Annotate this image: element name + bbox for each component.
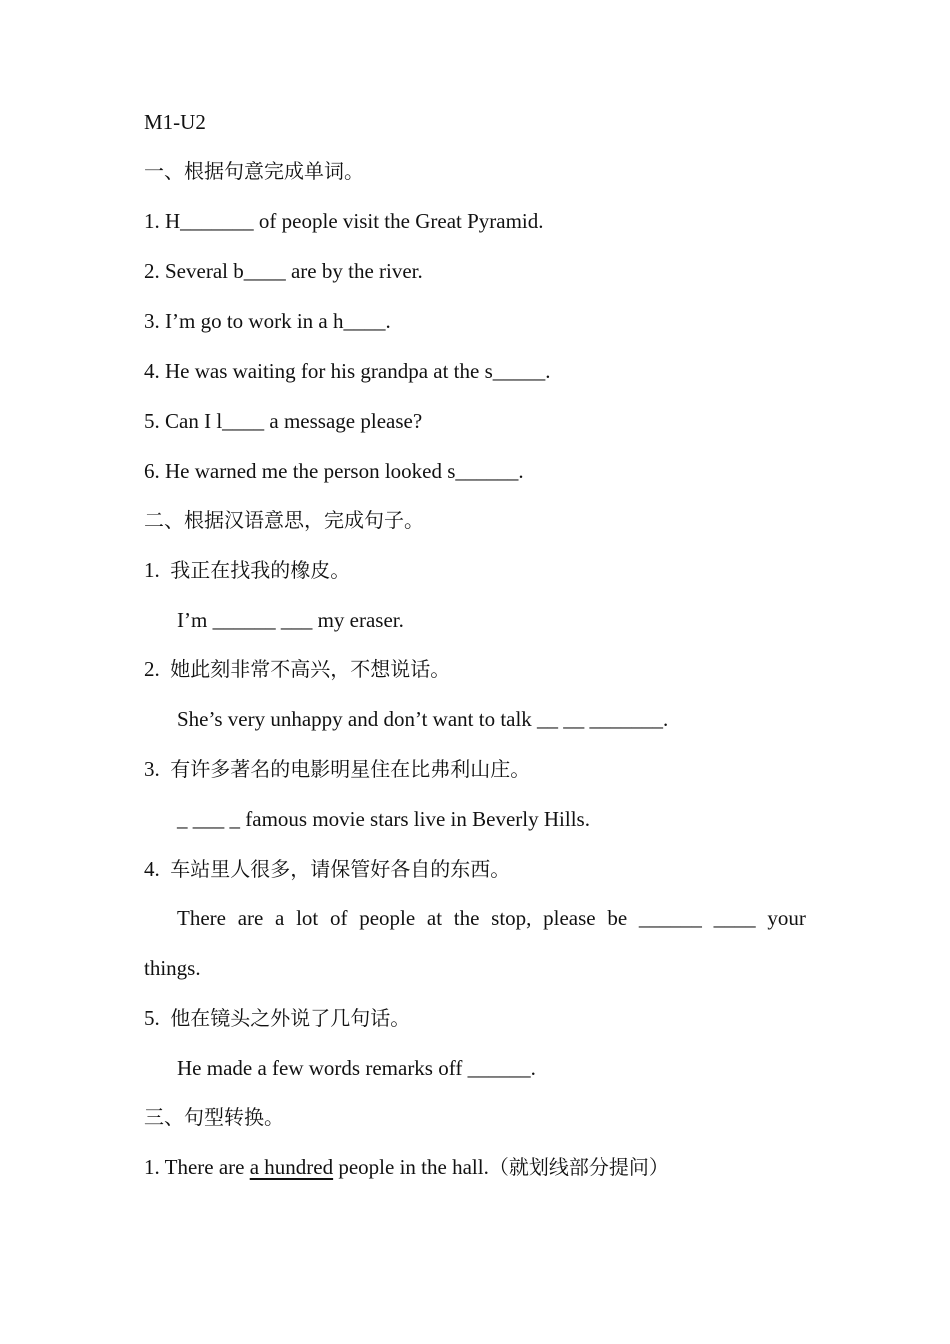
section1-item-1: 1. H_______ of people visit the Great Pyramid.: [144, 209, 544, 233]
section1-item-4: 4. He was waiting for his grandpa at the s_____.: [144, 359, 551, 383]
section2-item-5-prompt: [144, 1005, 410, 1031]
section2-item-1-prompt: [144, 557, 350, 583]
item-number: 1.: [144, 558, 160, 582]
word: the: [453, 906, 480, 930]
section2-heading: 二、根据汉语意思，完成句子。: [144, 508, 424, 532]
word: There: [177, 906, 226, 930]
word: at: [426, 906, 443, 930]
section1-item-3: 3. I’m go to work in a h____.: [144, 309, 391, 333]
section1-heading: 一、根据句意完成单词。: [144, 159, 364, 183]
section2-item-4-prompt: [144, 856, 510, 882]
word: be: [607, 906, 628, 930]
section2-item-2-english: She’s very unhappy and don’t want to talk __ __ _______.: [177, 707, 669, 731]
section3-item-1: [144, 1154, 669, 1180]
section2-item-5-english: He made a few words remarks off ______.: [177, 1056, 536, 1080]
sentence-end: people in the hall.: [333, 1155, 489, 1179]
word: your: [767, 906, 806, 930]
sentence-start: 1. There are: [144, 1155, 250, 1179]
word: stop,: [491, 906, 532, 930]
section1-item-5: 5. Can I l____ a message please?: [144, 409, 423, 433]
blank: ______: [638, 906, 702, 930]
page-title: M1-U2: [144, 110, 206, 134]
section2-item-4-english-continuation: things.: [144, 956, 201, 980]
section2-item-4-english: [177, 905, 806, 931]
word: please: [543, 906, 596, 930]
section2-item-1-english: I’m ______ ___ my eraser.: [177, 608, 404, 632]
word: are: [237, 906, 264, 930]
item-number: 5.: [144, 1006, 160, 1030]
section3-heading: 三、句型转换。: [144, 1105, 284, 1129]
chinese-prompt: 有许多著名的电影明星住在比弗利山庄。: [170, 757, 531, 781]
instruction-note: （就划线部分提问）: [488, 1155, 669, 1179]
underlined-phrase: a hundred: [249, 1155, 334, 1179]
word: of: [329, 906, 348, 930]
section2-item-2-prompt: [144, 656, 450, 682]
section1-item-6: 6. He warned me the person looked s______.: [144, 459, 524, 483]
section2-item-3-english: _ ___ _ famous movie stars live in Beverly Hills.: [177, 807, 590, 831]
section2-item-3-prompt: [144, 756, 530, 782]
word: a: [275, 906, 285, 930]
chinese-prompt: 我正在找我的橡皮。: [170, 558, 351, 582]
item-number: 4.: [144, 857, 160, 881]
section1-item-2: 2. Several b____ are by the river.: [144, 259, 423, 283]
item-number: 2.: [144, 657, 160, 681]
word: people: [359, 906, 416, 930]
blank: ____: [713, 906, 756, 930]
item-number: 3.: [144, 757, 160, 781]
chinese-prompt: 他在镜头之外说了几句话。: [170, 1006, 411, 1030]
chinese-prompt: 车站里人很多，请保管好各自的东西。: [170, 857, 511, 881]
word: lot: [296, 906, 319, 930]
chinese-prompt: 她此刻非常不高兴，不想说话。: [170, 657, 451, 681]
